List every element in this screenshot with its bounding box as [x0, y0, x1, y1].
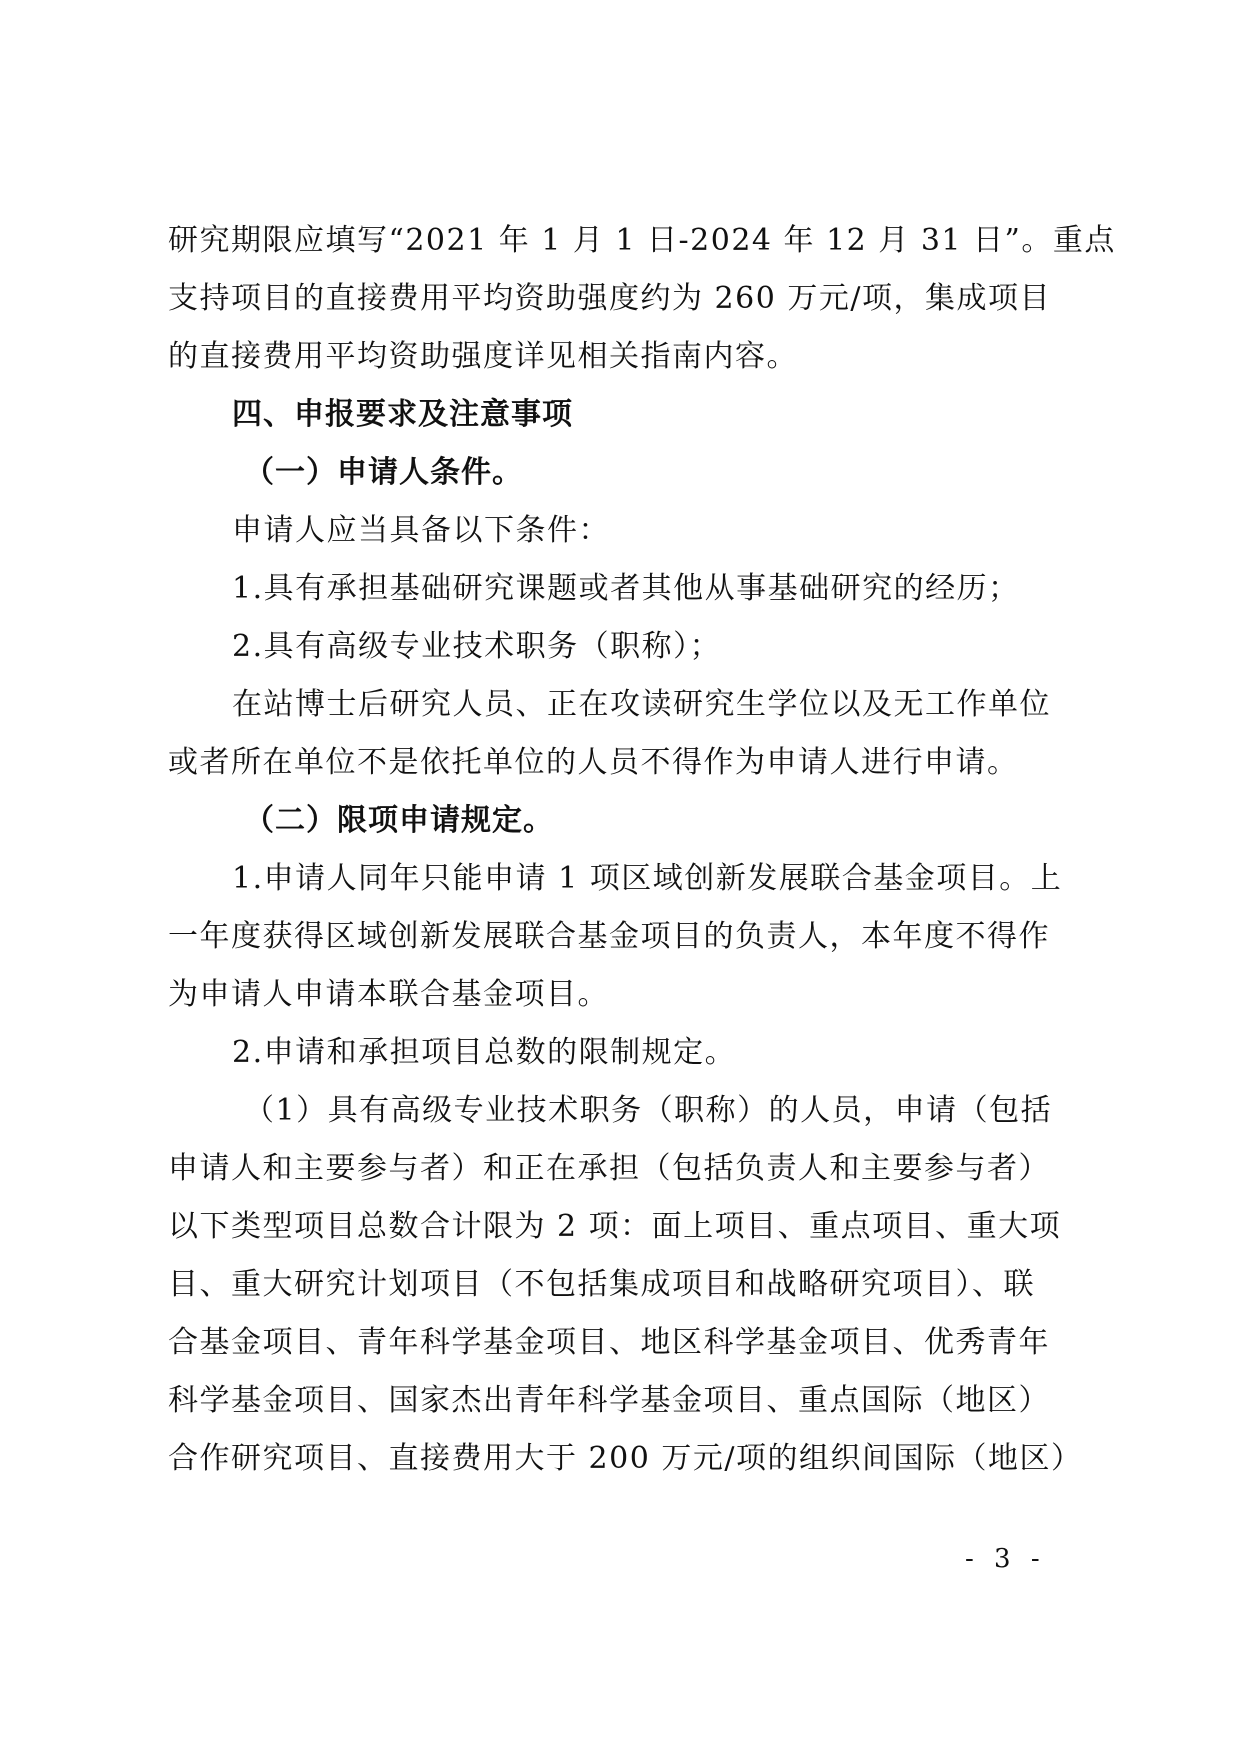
list-item: 1.申请人同年只能申请 1 项区域创新发展联合基金项目。上: [232, 861, 1063, 896]
page-number: - 3 -: [965, 1544, 1046, 1574]
body-text-line: 申请人和主要参与者）和正在承担（包括负责人和主要参与者）: [168, 1151, 1050, 1186]
body-text-line: 研究期限应填写“2021 年 1 月 1 日-2024 年 12 月 31 日”。重点: [168, 223, 1116, 258]
body-text-line: 申请人应当具备以下条件：: [232, 513, 610, 548]
body-text-line: 或者所在单位不是依托单位的人员不得作为申请人进行申请。: [168, 745, 1019, 780]
section-heading: 四、申报要求及注意事项: [232, 397, 573, 432]
list-item: （1）具有高级专业技术职务（职称）的人员，申请（包括: [244, 1093, 1053, 1128]
body-text-line: 合基金项目、青年科学基金项目、地区科学基金项目、优秀青年: [168, 1325, 1050, 1360]
body-text-line: 在站博士后研究人员、正在攻读研究生学位以及无工作单位: [232, 687, 1051, 722]
list-item: 1.具有承担基础研究课题或者其他从事基础研究的经历；: [232, 571, 1020, 606]
subsection-heading: （二）限项申请规定。: [244, 803, 554, 838]
body-text-line: 的直接费用平均资助强度详见相关指南内容。: [168, 339, 798, 374]
body-text-line: 目、重大研究计划项目（不包括集成项目和战略研究项目）、联: [168, 1267, 1035, 1302]
list-item: 2.申请和承担项目总数的限制规定。: [232, 1035, 737, 1070]
body-text-line: 科学基金项目、国家杰出青年科学基金项目、重点国际（地区）: [168, 1383, 1050, 1418]
body-text-line: 合作研究项目、直接费用大于 200 万元/项的组织间国际（地区）: [168, 1441, 1083, 1476]
subsection-heading: （一）申请人条件。: [244, 455, 523, 490]
body-text-line: 支持项目的直接费用平均资助强度约为 260 万元/项，集成项目: [168, 281, 1051, 316]
body-text-line: 以下类型项目总数合计限为 2 项：面上项目、重点项目、重大项: [168, 1209, 1062, 1244]
list-item: 2.具有高级专业技术职务（职称）；: [232, 629, 722, 664]
body-text-line: 为申请人申请本联合基金项目。: [168, 977, 609, 1012]
body-text-line: 一年度获得区域创新发展联合基金项目的负责人，本年度不得作: [168, 919, 1050, 954]
